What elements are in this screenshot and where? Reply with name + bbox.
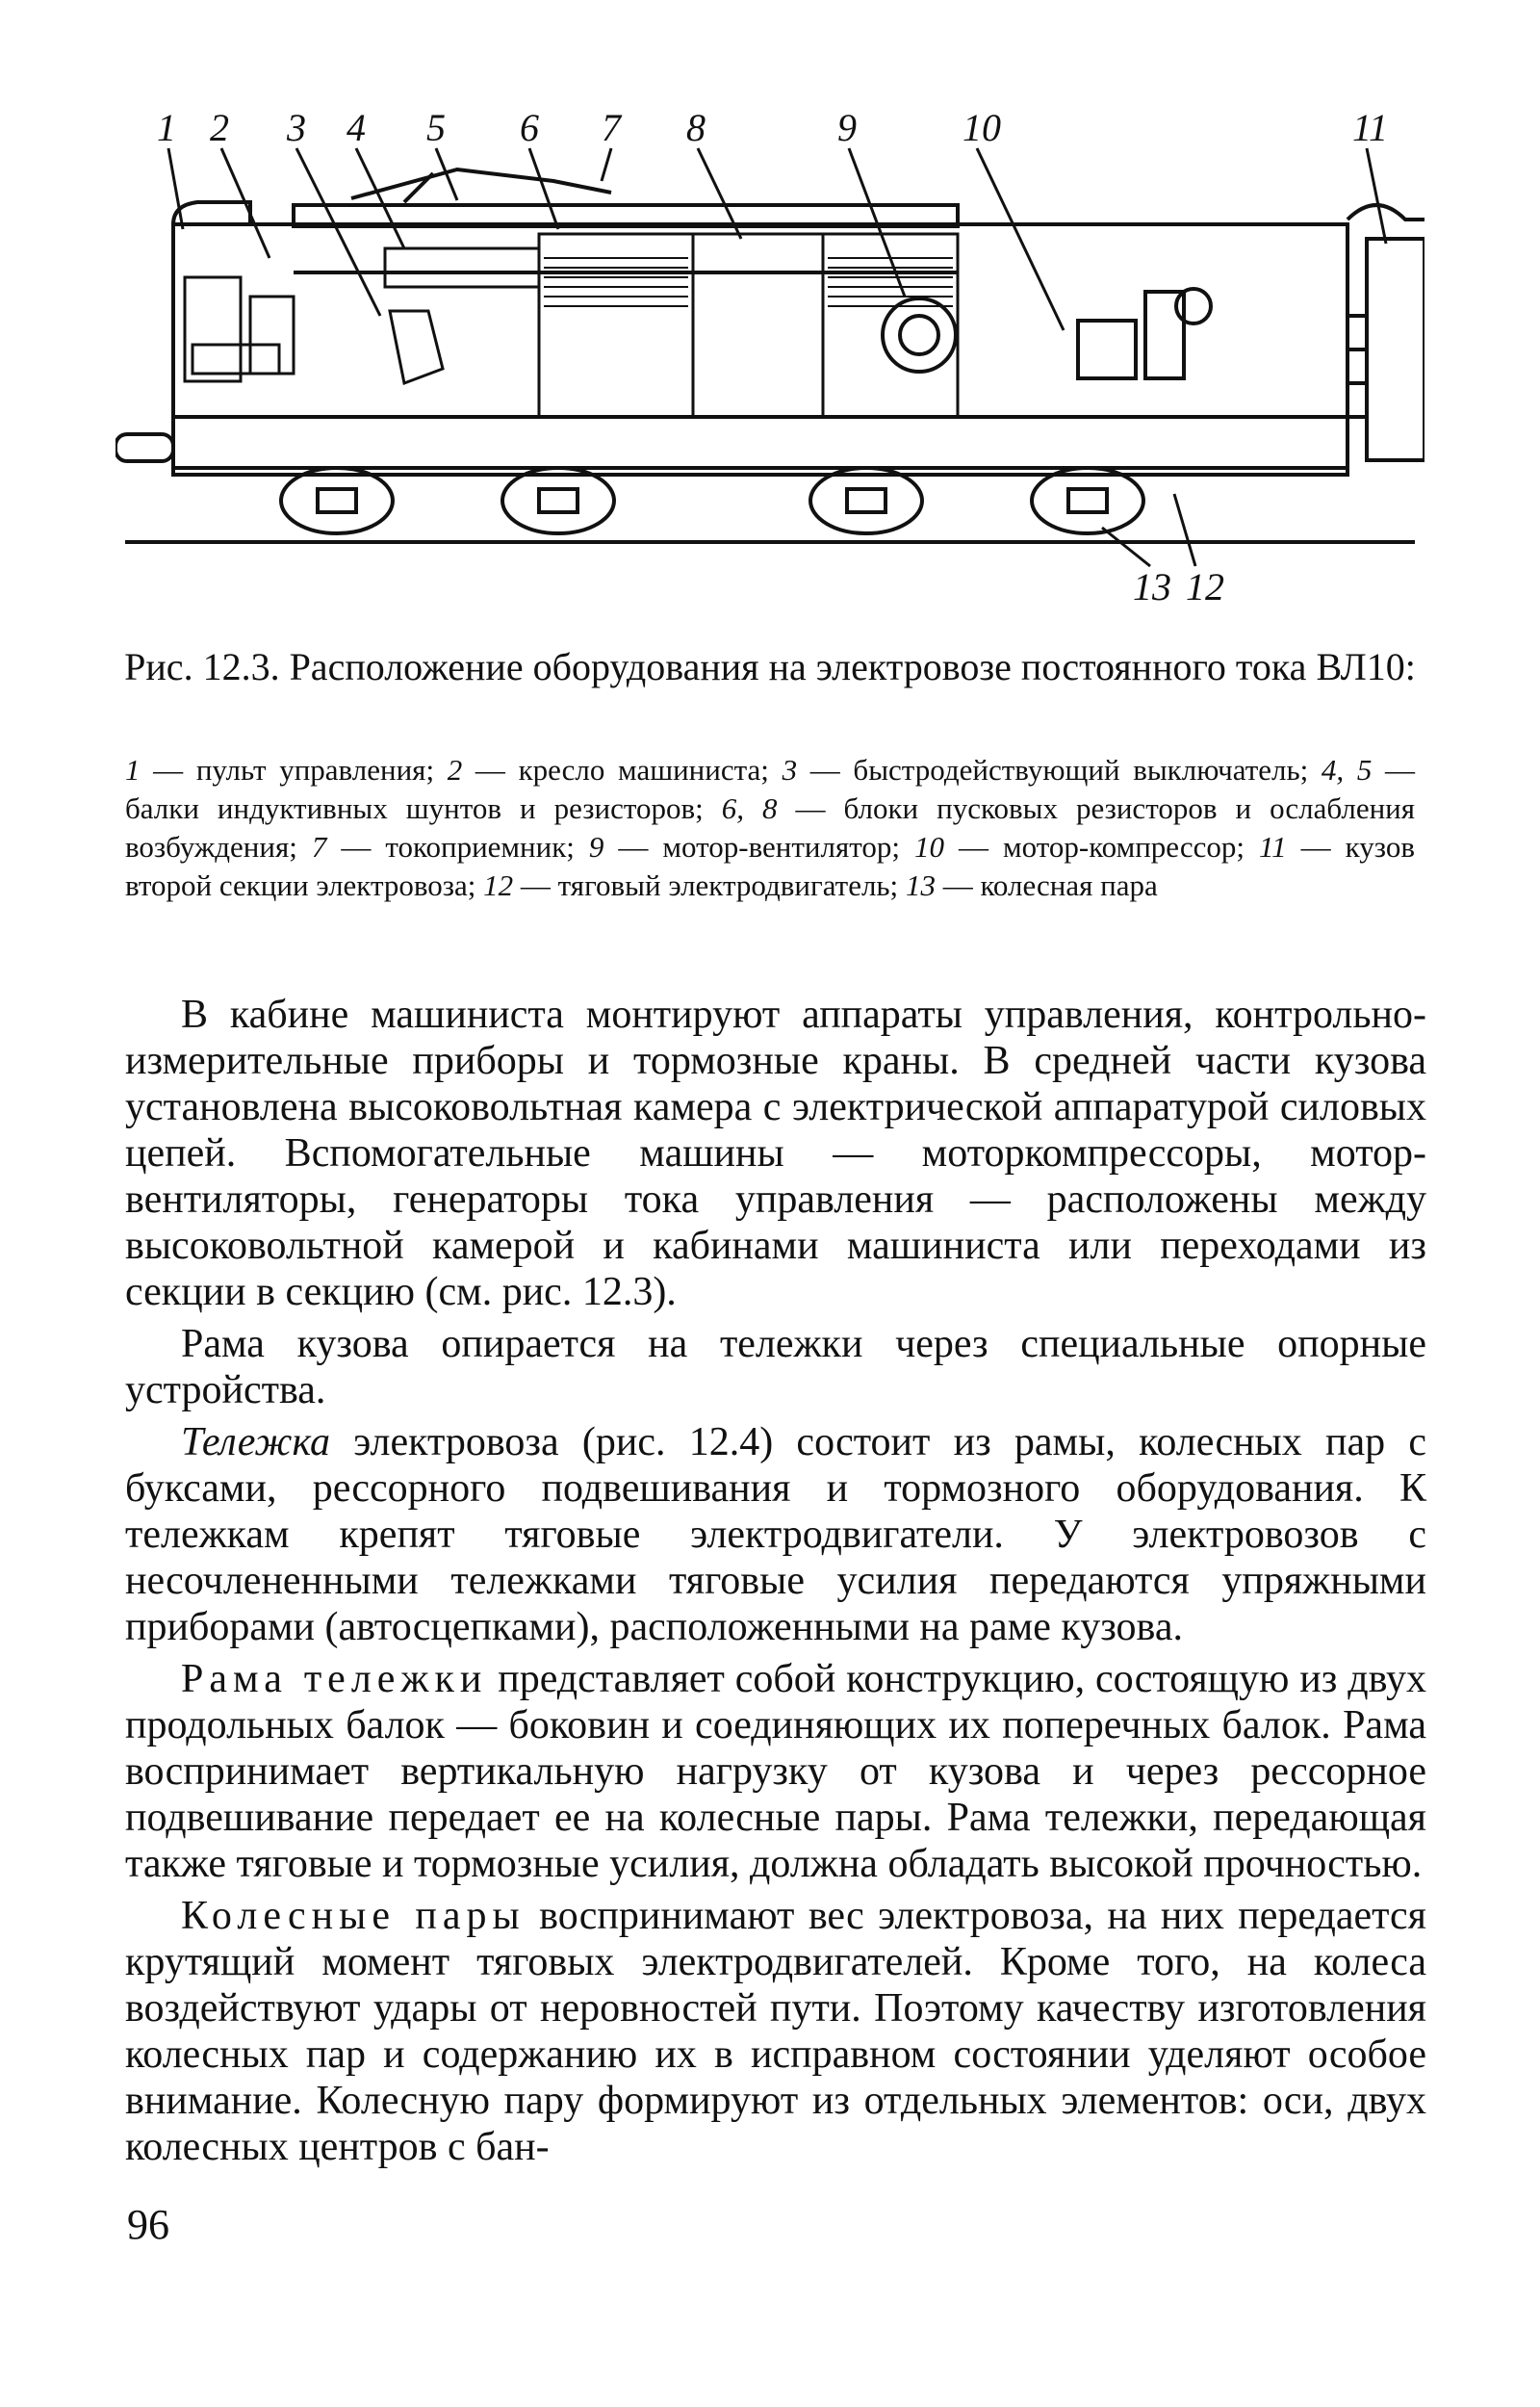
legend-num: 9 [588,830,604,864]
resistor-block-8 [828,258,953,306]
motor-fan [883,298,956,372]
locomotive-body [116,202,1415,542]
legend-text: — блоки пусковых резисторов и ослабления возбуждения; [125,791,1416,864]
callout-9: 9 [837,114,857,149]
legend-num: 11 [1258,830,1287,864]
legend-num: 1 [125,753,141,787]
bogies [281,468,1143,533]
cab-console [185,277,294,381]
callout-2: 2 [210,114,229,149]
callout-1: 1 [157,114,176,149]
resistor-block-6 [544,258,688,306]
legend-num: 4, 5 [1321,753,1373,787]
page-number: 96 [127,2201,169,2248]
paragraph-3 [125,1419,1426,1650]
callout-12: 12 [1186,565,1224,608]
legend-text: — пульт управления; [140,753,448,787]
callout-7: 7 [602,114,621,149]
paragraph-1: В кабине машиниста монтируют аппараты управления, контрольно-измерительные приборы и тормозные краны. В средней части кузова установлена высоковольтная камера с электрической аппаратурой силовых цепей. Вспомогательные машины — моторкомпрессоры, мотор-вентиляторы, генераторы тока управления — расположены между высоковольтной камерой и кабинами машиниста или переходами из секции в секцию (см. рис. 12.3). [125,993,1426,1314]
legend-text: — токоприемник; [326,830,589,864]
locomotive-layout-figure [116,114,1424,614]
callout-4: 4 [346,114,366,149]
callout-6: 6 [520,114,539,149]
legend-num: 13 [905,868,936,902]
driver-seat [390,311,443,383]
legend-num: 12 [483,868,514,902]
figure-legend [125,751,1415,905]
legend-text: — балки индуктивных шунтов и резисторов; [125,753,1416,825]
legend-text: — быстродействующий выключатель; [797,753,1322,787]
callout-11: 11 [1352,114,1389,149]
legend-num: 7 [311,830,327,864]
legend-text: — тяговый электродвигатель; [513,868,906,902]
paragraph-4-text: представляет собой конструкцию, состоящую из двух продольных балок — боковин и соединяющих их поперечных балок. Рама воспринимает вертикальную нагрузку от кузова и через рессорное подвешивание передает ее на колесные пары. Рама тележки, передающая также тяговые и тормозные усилия, должна обладать высокой прочностью. [125,1657,1427,1886]
paragraph-5 [125,1893,1426,2170]
leader-lines [168,148,1386,566]
term-bogie: Тележка [181,1420,331,1464]
callout-5: 5 [426,114,446,149]
high-voltage-chamber [385,234,958,417]
legend-num: 3 [782,753,798,787]
term-bogie-frame: Рама тележки [181,1657,488,1701]
paragraph-3-text: электровоза (рис. 12.4) состоит из рамы, колесных пар с буксами, рессорного подвешивания и тормозного оборудования. К тележкам крепят тяговые электродвигатели. У электровозов с несочлененными тележками тяговые усилия передаются упряжными приборами (автосцепками), расположенными на раме кузова. [125,1420,1426,1649]
legend-num: 10 [914,830,945,864]
motor-compressor [1078,289,1211,378]
legend-text: — кузов второй секции электровоза; [125,830,1416,902]
figure-caption-title: Рис. 12.3. Расположение оборудования на электровозе постоянного тока ВЛ10: [124,645,1416,688]
callout-8: 8 [686,114,706,149]
term-wheelsets: Колесные пары [181,1894,526,1938]
callout-13: 13 [1133,565,1171,608]
legend-text: — мотор-компрессор; [944,830,1259,864]
legend-num: 2 [447,753,463,787]
paragraph-5-text: воспринимают вес электровоза, на них передается крутящий момент тяговых электродвигателей. Кроме того, на колеса воздействуют удары от неровностей пути. Поэтому качеству изготовления колесных пар и содержанию их в исправном состоянии уделяют особое внимание. Колесную пару формируют из отдельных элементов: оси, двух колесных центров с бан- [125,1894,1426,2169]
callout-3: 3 [287,114,306,149]
body-text [125,992,1426,2176]
paragraph-4 [125,1656,1426,1887]
legend-num: 6, 8 [721,791,778,825]
legend-text: — кресло машиниста; [462,753,783,787]
callout-10: 10 [962,114,1001,149]
legend-text: — колесная пара [935,868,1158,902]
legend-text: — мотор-вентилятор; [603,830,915,864]
pantograph [351,169,611,202]
paragraph-2: Рама кузова опирается на тележки через специальные опорные устройства. [125,1322,1426,1412]
